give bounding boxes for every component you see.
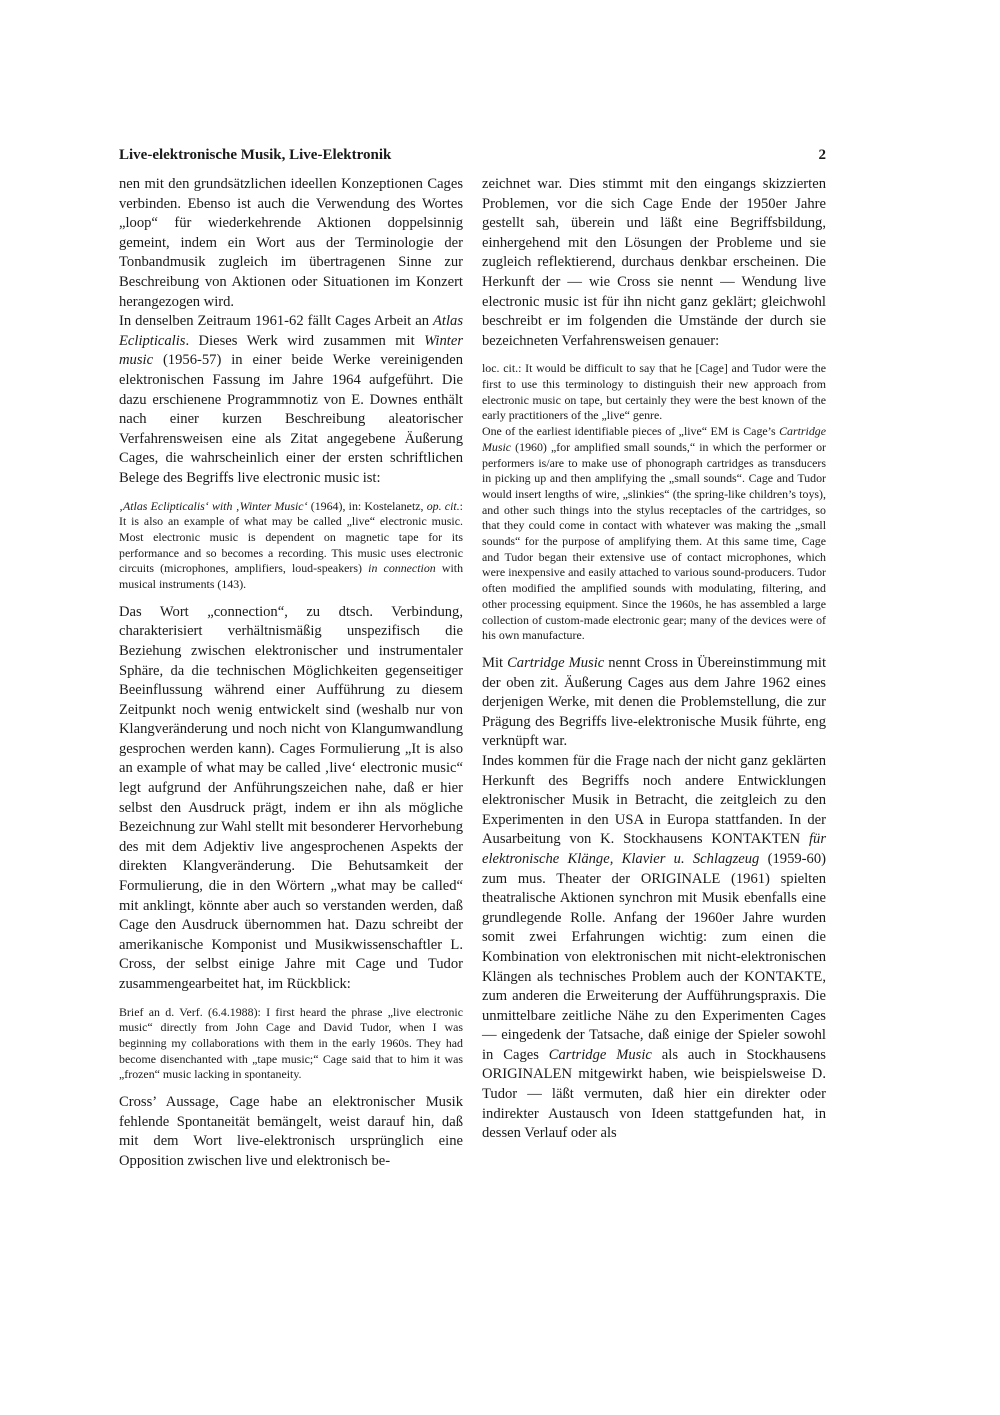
paragraph: nen mit den grundsätzlichen ideellen Konzeptionen Cages verbinden. Ebenso ist auch die Verwendung des Wortes „loop“ für wiederkehrende Aktionen doppelsinnig gemeint, indem ein Wort aus der Terminologie der Tonbandmusik zugleich im übertragenen Sinne zur Beschreibung von Aktionen oder Situationen im Konzert herangezogen wird. [119, 176, 463, 310]
work-title: Cartridge Music [482, 424, 826, 454]
block-quote: ‚Atlas Eclipticalis‘ with ‚Winter Music‘ (1964), in: Kostelanetz, op. cit.: It is also an example of what may be called „live“ electronic music. Most electronic music is dependent on magnetic tape for its performance and so becomes a recording. This music uses electronic circuits (microphones, amplifiers, loud-speakers) in connection with musical instruments (143). [119, 498, 464, 592]
running-title: Live-elektronische Musik, Live-Elektronik [119, 147, 392, 163]
work-title: Atlas Eclipticalis [119, 313, 463, 349]
emphasis: in connection [368, 561, 436, 576]
block-quote: One of the earliest identifiable pieces of „live“ EM is Cage’s Cartridge Music (1960) „for amplified small sounds,“ in which the performer or performers is/are to make use of phonograph cartridges as transducers in picking up and then amplifying the „small sounds“. Cage and Tudor would insert lengths of wire, „slinkies“ (the spring-like children’s toys), and other such things into the stylus receptacles of the cartridges, so that they could come in contact with whatever was making the „small sounds“ for the purpose of amplifying them. At this same time, Cage and Tudor began their extensive use of contact microphones, which were inexpensive and easily attached to various sound-producers. Tudor often modified the amplified sounds with modulating, filtering, and other processing equipment. Since the 1960s, he has assembled a large collection of custom-made electronic gear; many of the devices were of his own manufacture. [482, 424, 826, 643]
paragraph: zeichnet war. Dies stimmt mit den eingangs skizzierten Problemen, vor die sich Cage Ende der 1950er Jahre gestellt sah, überein und läßt eine Begriffsbildung, einhergehend mit den Lösungen der Probleme und sie zugleich reflektierend, durchaus denkbar erscheinen. Die Herkunft der — wie Cross sie nennt — Wendung live electronic music ist für ihn nicht ganz geklärt; gleichwohl beschreibt er im folgenden die Umstände der durch sie bezeichneten Verfahrensweisen genauer: [482, 176, 826, 349]
block-quote: loc. cit.: It would be difficult to say that he [Cage] and Tudor were the first to use this terminology to distinguish their new approach from electronic music on tape, but certainly they were the best known of the early practitioners of the „live“ genre. [482, 361, 826, 423]
work-title: Cartridge Music [548, 1046, 652, 1063]
running-head [119, 147, 826, 164]
work-title: Cartridge Music [507, 655, 605, 671]
citation-abbrev: op. cit. [426, 498, 460, 513]
paragraph: Cross’ Aussage, Cage habe an elektronischer Musik fehlende Spontaneität bemängelt, weist darauf hin, daß mit dem Wort live-elektronisch ursprünglich eine Opposition zwischen live und elektronisch be- [119, 1094, 463, 1169]
right-column [482, 175, 826, 1144]
paragraph: Indes kommen für die Frage nach der nicht ganz geklärten Herkunft des Begriffs noch andere Entwicklungen elektronischer Musik in Betracht, die zeitgleich zu den Experimenten in den USA in Europa stattfanden. In der Ausarbeitung von K. Stockhausens KONTAKTEN für elektronische Klänge, Klavier u. Schlagzeug (1959-60) zum mus. Theater der ORIGINALE (1961) spielten theatralische Aktionen synchron mit Musik ebenfalls eine grundlegende Rolle. Anfang der 1960er Jahre wurden somit zwei Erfahrungen wichtig: zum einen die Kombination von elektronischen mit nicht-elektronischen Klängen als technisches Problem auch der KONTAKTE, zum anderen die Erweiterung der Aufführungspraxis. Die unmittelbare zeitliche Nähe zu den Experimenten Cages — eingedenk der Tatsache, daß einige der Spieler sowohl in Cages Cartridge Music als auch in Stockhausens ORIGINALEN mitgewirkt haben, wie beispielsweise D. Tudor — läßt vermuten, daß hier ein direkter oder indirekter Austausch von Ideen stattgefunden hat, in dessen Verlauf oder als [482, 752, 826, 1142]
work-title: Winter music [119, 332, 463, 369]
paragraph: Das Wort „connection“, zu dtsch. Verbindung, charakterisiert verhältnismäßig unspezifisch die Beziehung zwischen elektronischer und instrumentaler Sphäre, da die technischen Möglichkeiten gegenseitiger Beeinflussung während einer Aufführung zu diesem Zeitpunkt noch wenig entwickelt sind (weshalb nur von Klangveränderung und noch nicht von Klangumwandlung gesprochen werden kann). Cages Formulierung „It is also an example of what may be called ‚live‘ electronic music“ legt aufgrund der Anführungszeichen nahe, daß er hier selbst den Ausdruck prägt, indem er ihn als mögliche Bezeichnung zur Wahl stellt mit besonderer Hervorhebung des mit dem Adjektiv live angesprochenen Aspekts der direkten Klangveränderung. Die Behutsamkeit der Formulierung, die in den Wörtern „what may be called“ mit anklingt, könnte aber auch so verstanden werden, daß Cage den Ausdruck übernommen hat. Dazu schreibt der amerikanische Komponist und Musikwissenschaftler L. Cross, der selbst einige Jahre mit Cage und Tudor zusammengearbeitet hat, im Rückblick: [119, 603, 463, 992]
paragraph: Mit Cartridge Music nennt Cross in Übereinstimmung mit der oben zit. Äußerung Cages aus dem Jahre 1962 eines derjenigen Werke, mit denen die Problemstellung, die zur Prägung des Begriffs live-elektronische Musik führte, eng verknüpft war. [482, 655, 826, 750]
left-column [119, 175, 463, 1171]
block-quote: Brief an d. Verf. (6.4.1988): I first heard the phrase „live electronic music“ directly from John Cage and David Tudor, when I was beginning my collaborations with them in the early 1960s. They had become disenchanted with „tape music;“ Cage said that to him it was „frozen“ music lacking in spontaneity. [119, 1004, 463, 1082]
work-subtitle: für elektronische Klänge, Klavier u. Schlagzeug [482, 831, 826, 867]
paragraph: In denselben Zeitraum 1961-62 fällt Cages Arbeit an Atlas Eclipticalis. Dieses Werk wird zusammen mit Winter music (1956-57) in einer beide Werke vereinigenden elektronischen Fassung im Jahre 1964 aufgeführt. Die dazu erschienene Programmnotiz von E. Downes enthält nach einer kurzen Beschreibung aleatorischer Verfahrensweisen eine als Zitat angegebene Äußerung Cages, die wahrscheinlich einer der ersten schriftlichen Belege des Begriffs live electronic music ist: [119, 313, 463, 486]
quote-source-title: ‚Atlas Eclipticalis‘ with ‚Winter Music‘ [119, 498, 308, 513]
page-number: 2 [818, 147, 826, 163]
